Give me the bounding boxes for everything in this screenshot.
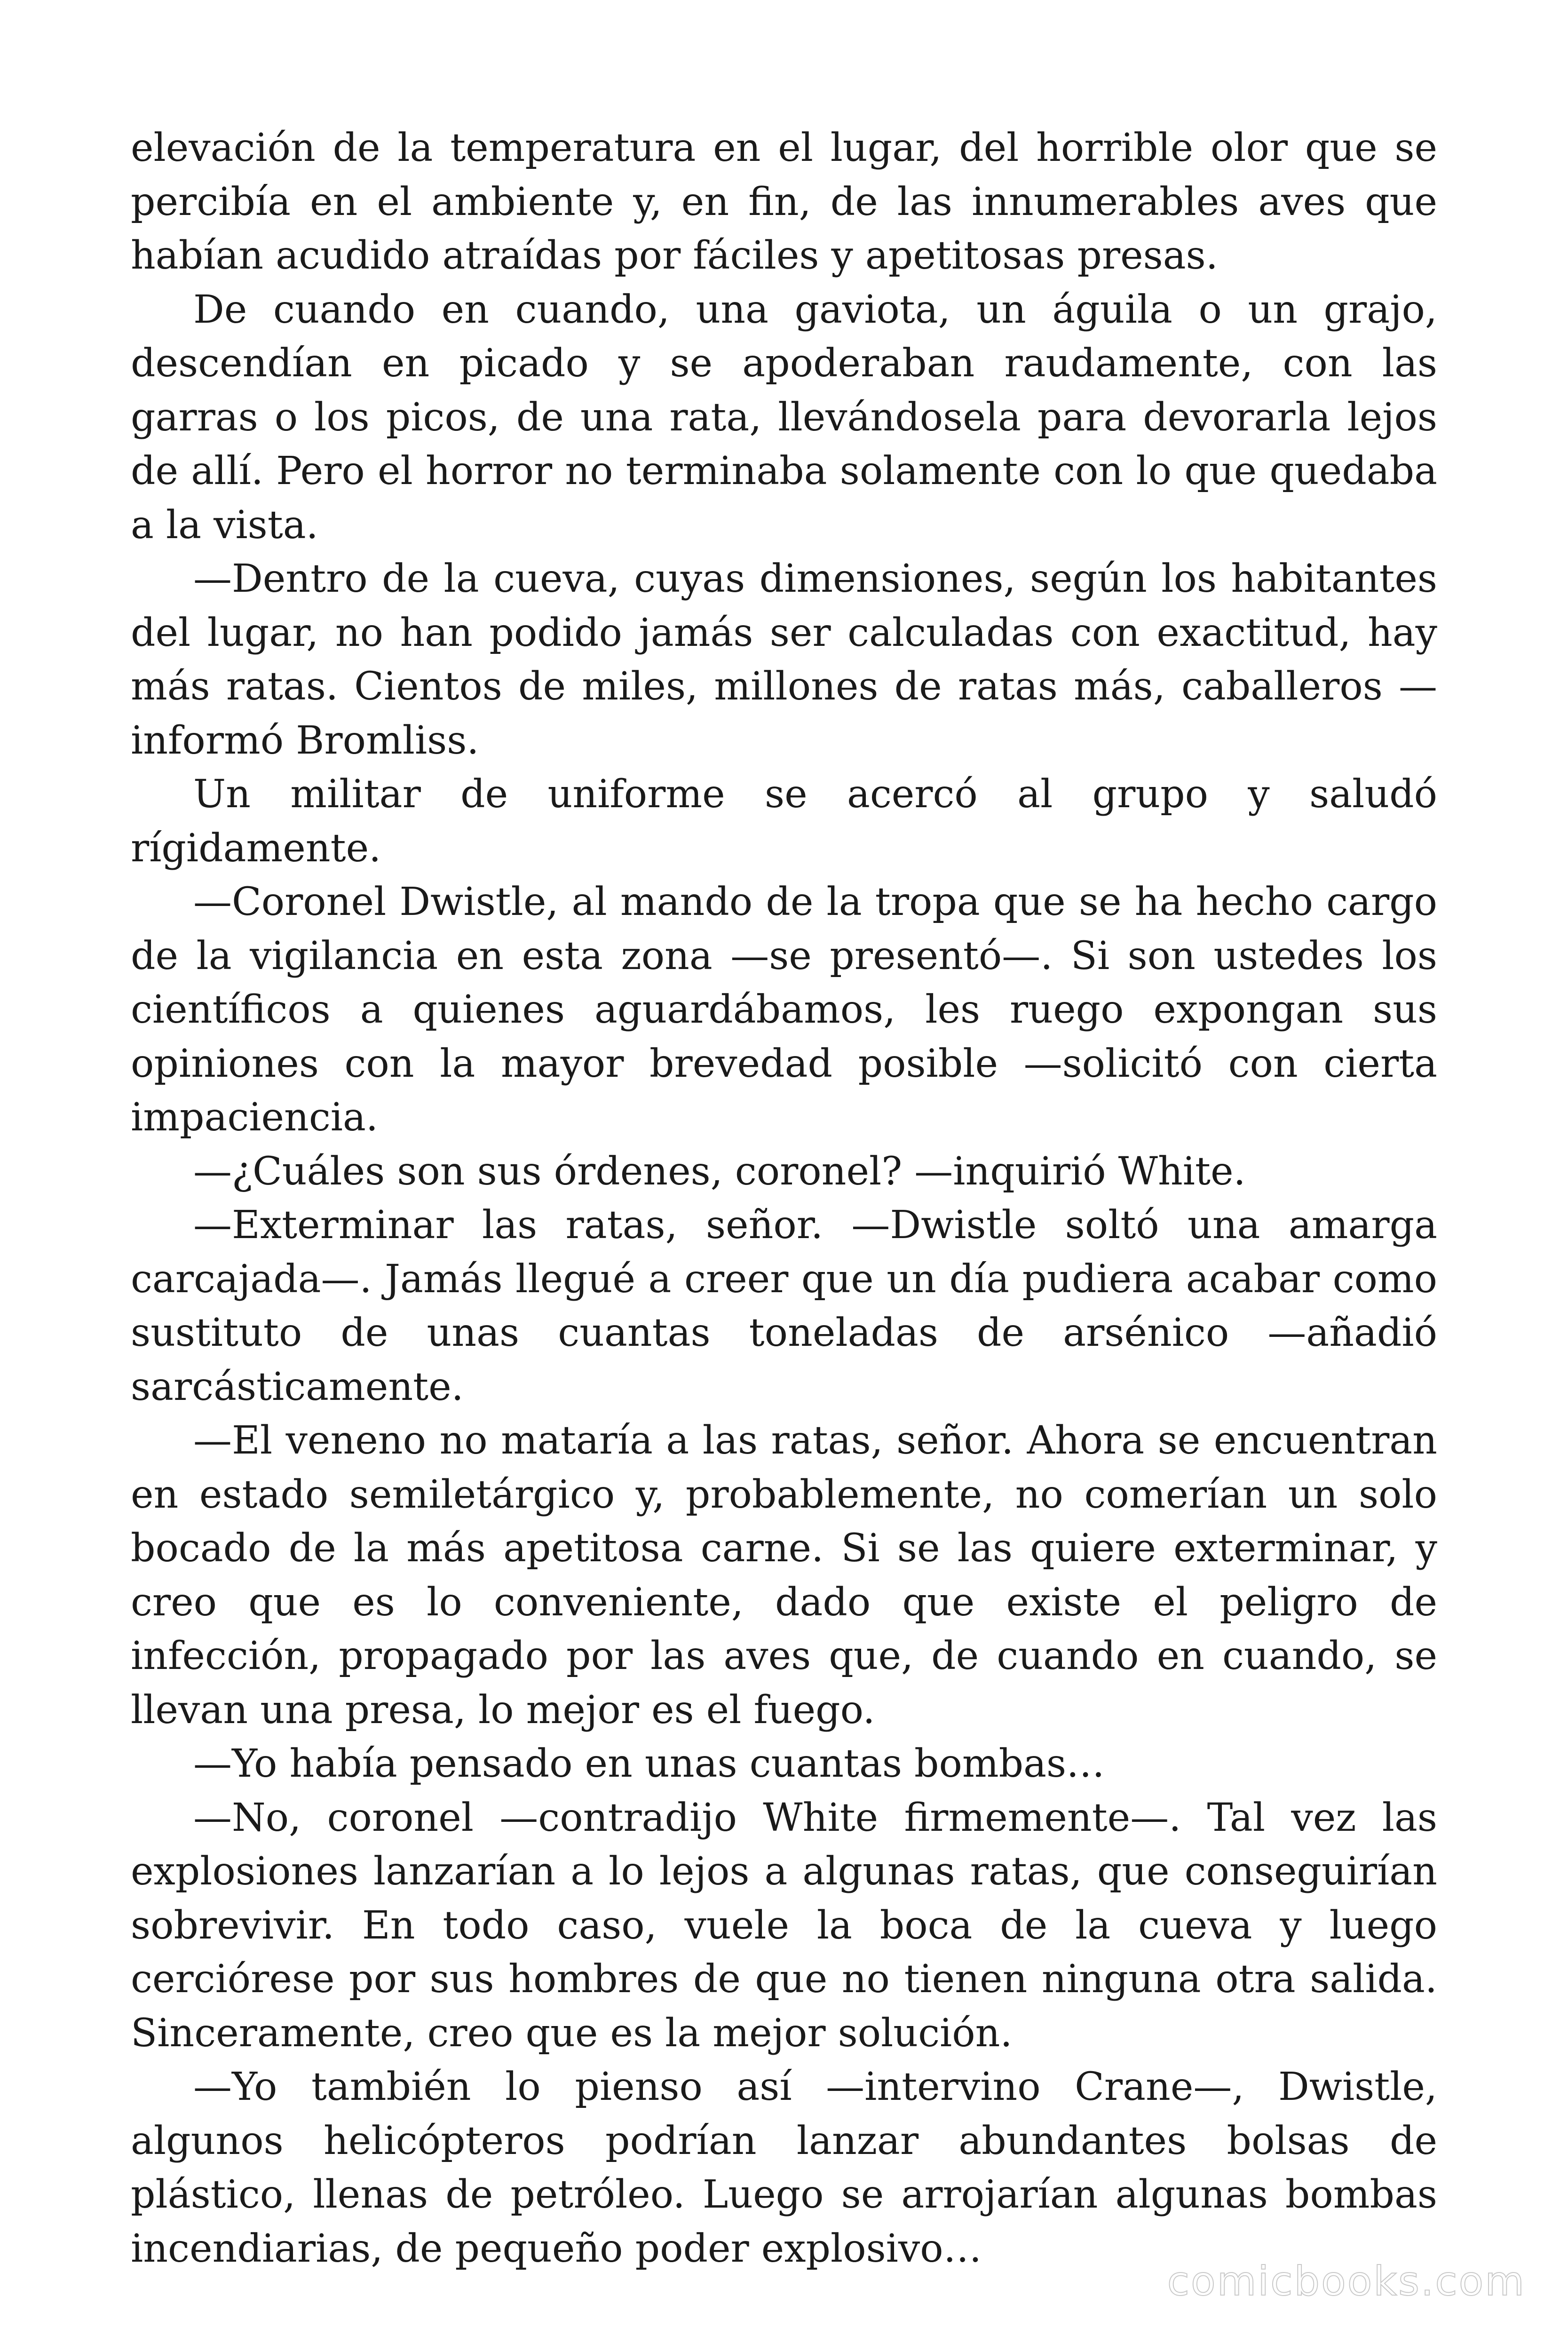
paragraph-1: elevación de la temperatura en el lugar, del horrible olor que se percibía en el ambiente y, en fin, de las innumerables aves que habían acudido atraídas por fáciles y apetitosas presas. [131,126,1437,278]
paragraph-8: —El veneno no mataría a las ratas, señor. Ahora se encuentran en estado semiletárgico y, probablemente, no comerían un solo bocado de la más apetitosa carne. Si se las quiere exterminar, y creo que es lo conveniente, dado que existe el peligro de infección, propagado por las aves que, de cuando en cuando, se llevan una presa, lo mejor es el fuego. [131,1418,1437,1732]
paragraph-9: —Yo había pensado en unas cuantas bombas… [193,1741,1105,1786]
paragraph-6: —¿Cuáles son sus órdenes, coronel? —inquirió White. [193,1149,1246,1194]
paragraph-10: —No, coronel —contradijo White firmemente—. Tal vez las explosiones lanzarían a lo lejos a algunas ratas, que conseguirían sobrevivir. En todo caso, vuele la boca de la cueva y luego cerciórese por sus hombres de que no tienen ninguna otra salida. Sinceramente, creo que es la mejor solución. [131,1795,1437,2056]
paragraph-7: —Exterminar las ratas, señor. —Dwistle soltó una amarga carcajada—. Jamás llegué a creer que un día pudiera acabar como sustituto de unas cuantas toneladas de arsénico —añadió sarcásticamente. [131,1203,1437,1409]
paragraph-5: —Coronel Dwistle, al mando de la tropa que se ha hecho cargo de la vigilancia en esta zona —se presentó—. Si son ustedes los científicos a quienes aguardábamos, les ruego expongan sus opiniones con la mayor brevedad posible —solicitó con cierta impaciencia. [131,880,1437,1140]
paragraph-3: —Dentro de la cueva, cuyas dimensiones, según los habitantes del lugar, no han podido jamás ser calculadas con exactitud, hay más ratas. Cientos de miles, millones de ratas más, caballeros —informó Bromliss. [131,556,1437,763]
paragraph-4: Un militar de uniforme se acercó al grupo y saludó rígidamente. [131,772,1437,871]
paragraph-11: —Yo también lo pienso así —intervino Crane—, Dwistle, algunos helicópteros podrían lanzar abundantes bolsas de plástico, llenas de petróleo. Luego se arrojarían algunas bombas incendiarias, de pequeño poder explosivo… [131,2065,1437,2271]
watermark: comicbooks.com [1167,2258,1526,2305]
page-body [131,121,1437,2276]
paragraph-2: De cuando en cuando, una gaviota, un águila o un grajo, descendían en picado y se apoderaban raudamente, con las garras o los picos, de una rata, llevándosela para devorarla lejos de allí. Pero el horror no terminaba solamente con lo que quedaba a la vista. [131,287,1437,548]
